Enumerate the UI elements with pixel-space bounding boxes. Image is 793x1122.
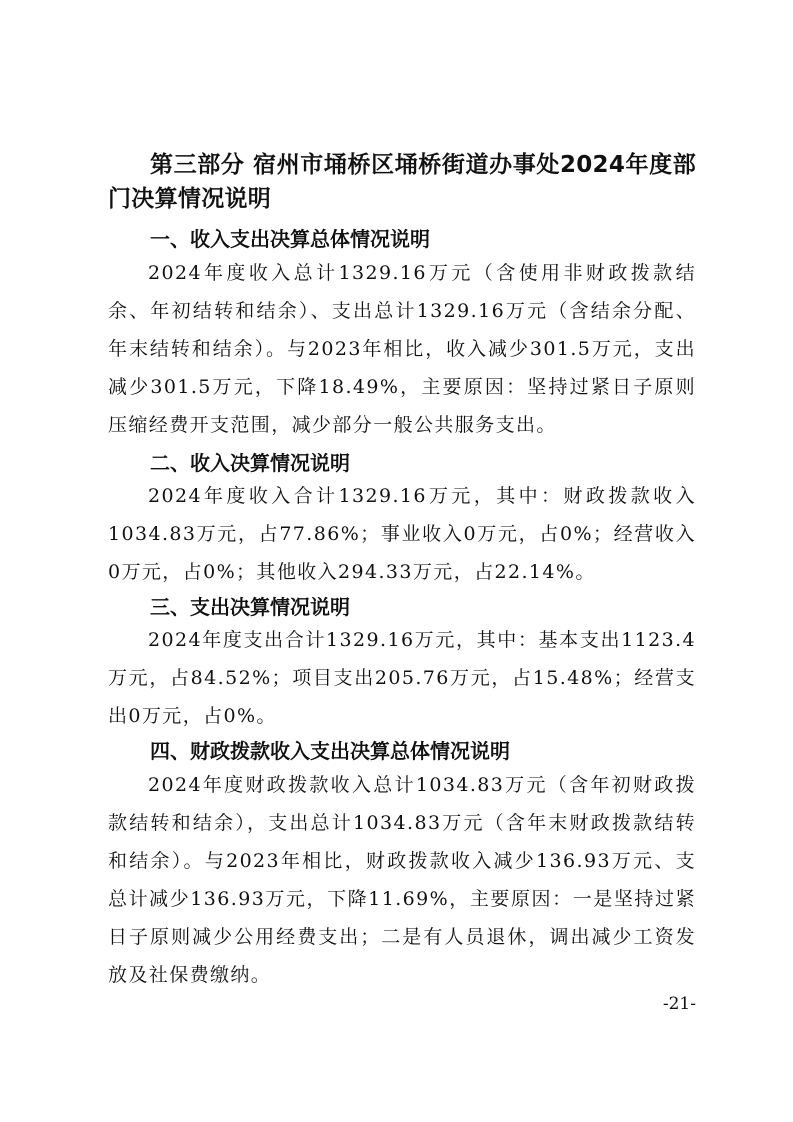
page-title: 第三部分 宿州市埇桥区埇桥街道办事处2024年度部门决算情况说明 [108,152,696,212]
section-2-heading: 二、收入决算情况说明 [150,451,350,475]
page-number: -21- [662,994,696,1014]
section-1-heading: 一、收入支出决算总体情况说明 [150,227,430,251]
section-3-body: 2024年度支出合计1329.16万元，其中：基本支出1123.4万元，占84.52%；项目支出205.76万元，占15.48%；经营支出0万元，占0%。 [108,629,696,727]
section-4-body: 2024年度财政拨款收入总计1034.83万元（含年初财政拨款结转和结余），支出总计1034.83万元（含年末财政拨款结转和结余）。与2023年相比，财政拨款收入减少136.93万元、支总计减少136.93万元，下降11.69%，主要原因：一是坚持过紧日子原则减少公用经费支出；二是有人员退休，调出减少工资发放及社保费缴纳。 [108,774,696,986]
section-3-heading: 三、支出决算情况说明 [150,595,350,619]
section-2-body: 2024年度收入合计1329.16万元，其中：财政拨款收入1034.83万元，占77.86%；事业收入0万元，占0%；经营收入0万元，占0%；其他收入294.33万元，占22.14%。 [108,485,696,583]
section-4-heading: 四、财政拨款收入支出决算总体情况说明 [150,739,510,763]
section-1-body: 2024年度收入总计1329.16万元（含使用非财政拨款结余、年初结转和结余）、支出总计1329.16万元（含结余分配、年末结转和结余）。与2023年相比，收入减少301.5万元，支出减少301.5万元，下降18.49%，主要原因：坚持过紧日子原则压缩经费开支范围，减少部分一般公共服务支出。 [108,262,696,436]
